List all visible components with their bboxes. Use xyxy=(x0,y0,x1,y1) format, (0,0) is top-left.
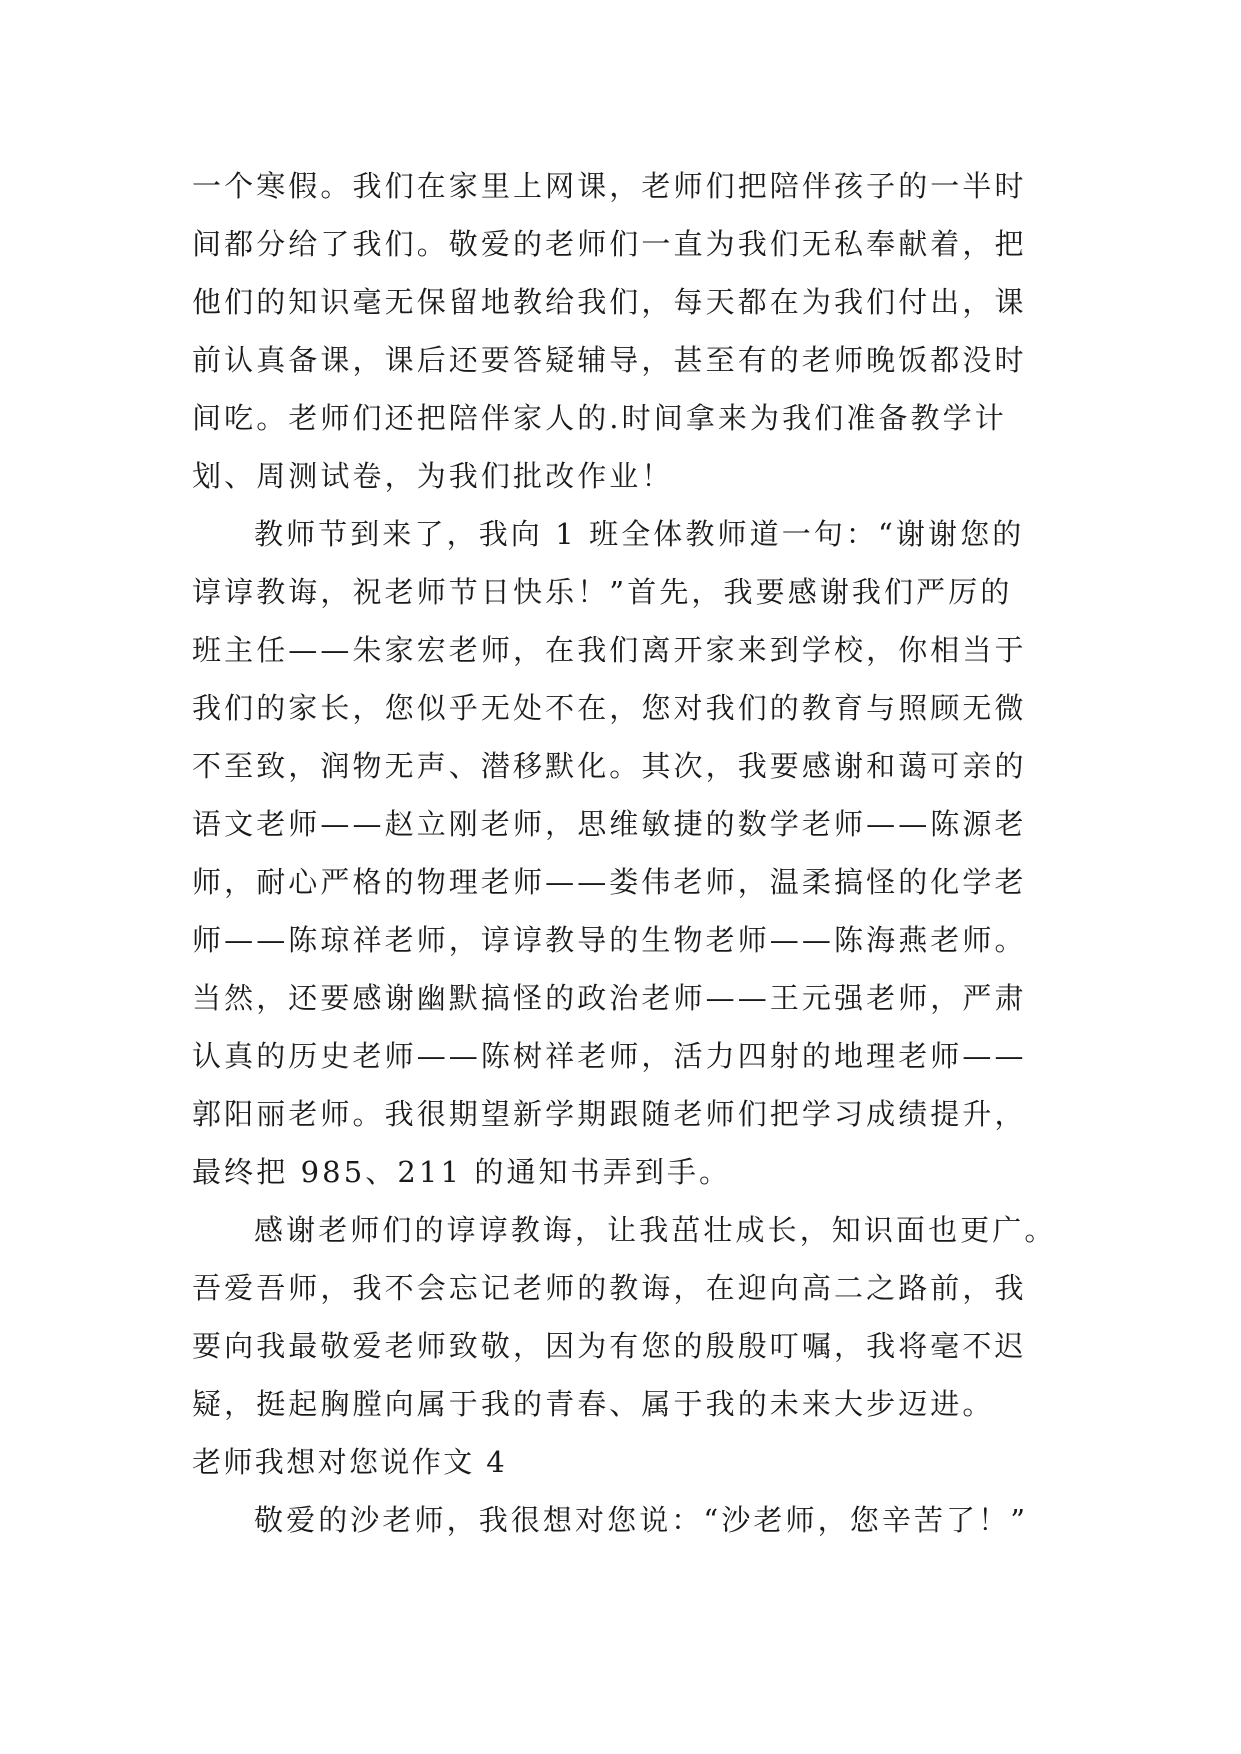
text-line: 他们的知识毫无保留地教给我们，每天都在为我们付出，课 xyxy=(192,285,1027,319)
text-line: 前认真备课，课后还要答疑辅导，甚至有的老师晚饭都没时 xyxy=(192,343,1027,377)
text-line: 一个寒假。我们在家里上网课，老师们把陪伴孩子的一半时 xyxy=(192,169,1027,203)
text-line: 语文老师——赵立刚老师，思维敏捷的数学老师——陈源老 xyxy=(192,807,1027,841)
text-line: 班主任——朱家宏老师，在我们离开家来到学校，你相当于 xyxy=(192,633,1027,667)
text-line: 认真的历史老师——陈树祥老师，活力四射的地理老师—— xyxy=(192,1039,1027,1073)
text-line: 要向我最敬爱老师致敬，因为有您的殷殷叮嘱，我将毫不迟 xyxy=(192,1329,1027,1363)
text-line: 疑，挺起胸膛向属于我的青春、属于我的未来大步迈进。 xyxy=(192,1387,995,1421)
text-line: 吾爱吾师，我不会忘记老师的教诲，在迎向高二之路前，我 xyxy=(192,1271,1027,1305)
text-line: 谆谆教诲，祝老师节日快乐！”首先，我要感谢我们严厉的 xyxy=(192,575,1013,609)
text-line: 当然，还要感谢幽默搞怪的政治老师——王元强老师，严肃 xyxy=(192,981,1027,1015)
text-line: 划、周测试卷，为我们批改作业！ xyxy=(192,459,674,493)
text-line: 间都分给了我们。敬爱的老师们一直为我们无私奉献着，把 xyxy=(192,227,1027,261)
paragraph-first-line: 感谢老师们的谆谆教诲，让我茁壮成长，知识面也更广。 xyxy=(254,1213,1057,1247)
text-line: 我们的家长，您似乎无处不在，您对我们的教育与照顾无微 xyxy=(192,691,1027,725)
paragraph-first-line: 敬爱的沙老师，我很想对您说：“沙老师，您辛苦了！” xyxy=(254,1503,1029,1537)
text-line: 师——陈琼祥老师，谆谆教导的生物老师——陈海燕老师。 xyxy=(192,923,1027,957)
section-heading: 老师我想对您说作文 4 xyxy=(192,1445,508,1479)
text-line: 师，耐心严格的物理老师——娄伟老师，温柔搞怪的化学老 xyxy=(192,865,1027,899)
text-line: 郭阳丽老师。我很期望新学期跟随老师们把学习成绩提升， xyxy=(192,1097,1027,1131)
paragraph-first-line: 教师节到来了，我向 1 班全体教师道一句：“谢谢您的 xyxy=(254,517,1025,551)
text-line: 最终把 985、211 的通知书弄到手。 xyxy=(192,1155,732,1189)
text-line: 不至致，润物无声、潜移默化。其次，我要感谢和蔼可亲的 xyxy=(192,749,1027,783)
text-line: 间吃。老师们还把陪伴家人的.时间拿来为我们准备教学计 xyxy=(192,401,1007,435)
